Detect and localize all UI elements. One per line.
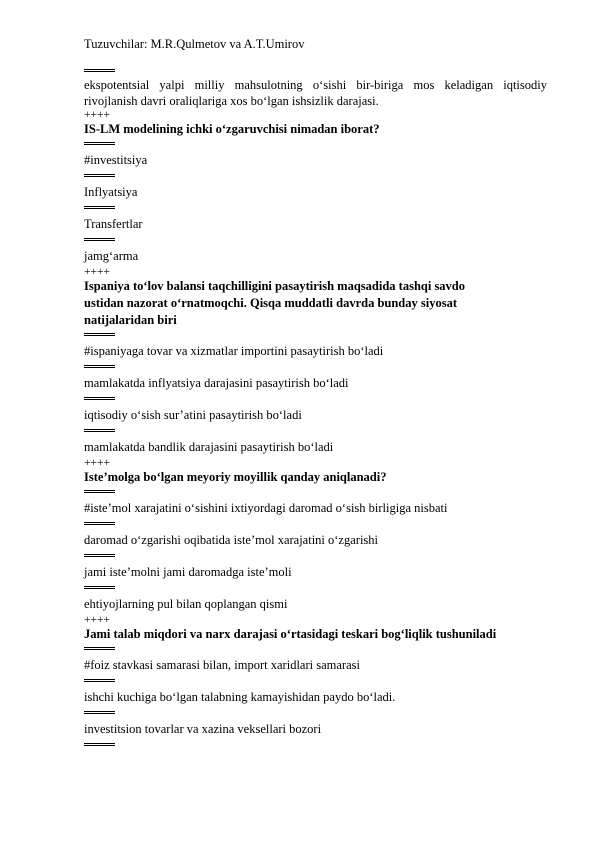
answer-option: Inflyatsiya — [84, 185, 138, 199]
separator — [84, 393, 547, 405]
separator — [84, 486, 547, 498]
separator — [84, 65, 547, 77]
separator — [84, 234, 547, 246]
question-marker: ++++ — [84, 614, 110, 626]
question-2-line: ustidan nazorat o‘rnatmoqchi. Qisqa muddatli davrda bunday siyosat — [84, 296, 457, 310]
question-marker: ++++ — [84, 266, 110, 278]
answer-option: jami iste’molni jami daromadga iste’moli — [84, 565, 292, 579]
answer-option: #ispaniyaga tovar va xizmatlar importini pasaytirish bo‘ladi — [84, 344, 384, 358]
separator — [84, 170, 547, 182]
separator — [84, 202, 547, 214]
separator — [84, 138, 547, 150]
question-2-line: natijalaridan biri — [84, 313, 177, 327]
question-3: Iste’molga bo‘lgan meyoriy moyillik qanday aniqlanadi? — [84, 470, 387, 484]
authors-header: Tuzuvchilar: M.R.Qulmetov va A.T.Umirov — [84, 37, 305, 51]
answer-option: ishchi kuchiga bo‘lgan talabning kamayishidan paydo bo‘ladi. — [84, 690, 396, 704]
answer-option: mamlakatda inflyatsiya darajasini pasaytirish bo‘ladi — [84, 376, 349, 390]
answer-option: daromad o‘zgarishi oqibatida iste’mol xarajatini o‘zgarishi — [84, 533, 379, 547]
separator — [84, 707, 547, 719]
separator — [84, 550, 547, 562]
separator — [84, 582, 547, 594]
separator — [84, 739, 547, 751]
question-4: Jami talab miqdori va narx darajasi o‘rtasidagi teskari bog‘liqlik tushuniladi — [84, 627, 497, 641]
question-marker: ++++ — [84, 457, 110, 469]
separator — [84, 675, 547, 687]
separator — [84, 518, 547, 530]
separator — [84, 361, 547, 373]
answer-option: jamg‘arma — [84, 249, 139, 263]
separator — [84, 329, 547, 341]
answer-option: ehtiyojlarning pul bilan qoplangan qismi — [84, 597, 288, 611]
question-2-line: Ispaniya to‘lov balansi taqchilligini pasaytirish maqsadida tashqi savdo — [84, 279, 466, 293]
answer-option: #foiz stavkasi samarasi bilan, import xaridlari samarasi — [84, 658, 360, 672]
answer-option: iqtisodiy o‘sish sur’atini pasaytirish bo‘ladi — [84, 408, 302, 422]
answer-option: mamlakatda bandlik darajasini pasaytirish bo‘ladi — [84, 440, 334, 454]
answer-option: #iste’mol xarajatini o‘sishini ixtiyordagi daromad o‘sish birligiga nisbati — [84, 501, 448, 515]
intro-answer: ekspotentsial yalpi milliy mahsulotning o‘sishi bir-biriga mos keladigan iqtisodiy rivojlanish davri oraliqlariga xos bo‘lgan ishsizlik darajasi. — [84, 78, 547, 108]
question-1: IS-LM modelining ichki o‘zgaruvchisi nimadan iborat? — [84, 122, 380, 136]
question-marker: ++++ — [84, 109, 110, 121]
answer-option: Transfertlar — [84, 217, 143, 231]
answer-option: investitsion tovarlar va xazina veksellari bozori — [84, 722, 322, 736]
answer-option: #investitsiya — [84, 153, 148, 167]
separator — [84, 643, 547, 655]
separator — [84, 425, 547, 437]
document-page — [84, 36, 547, 751]
